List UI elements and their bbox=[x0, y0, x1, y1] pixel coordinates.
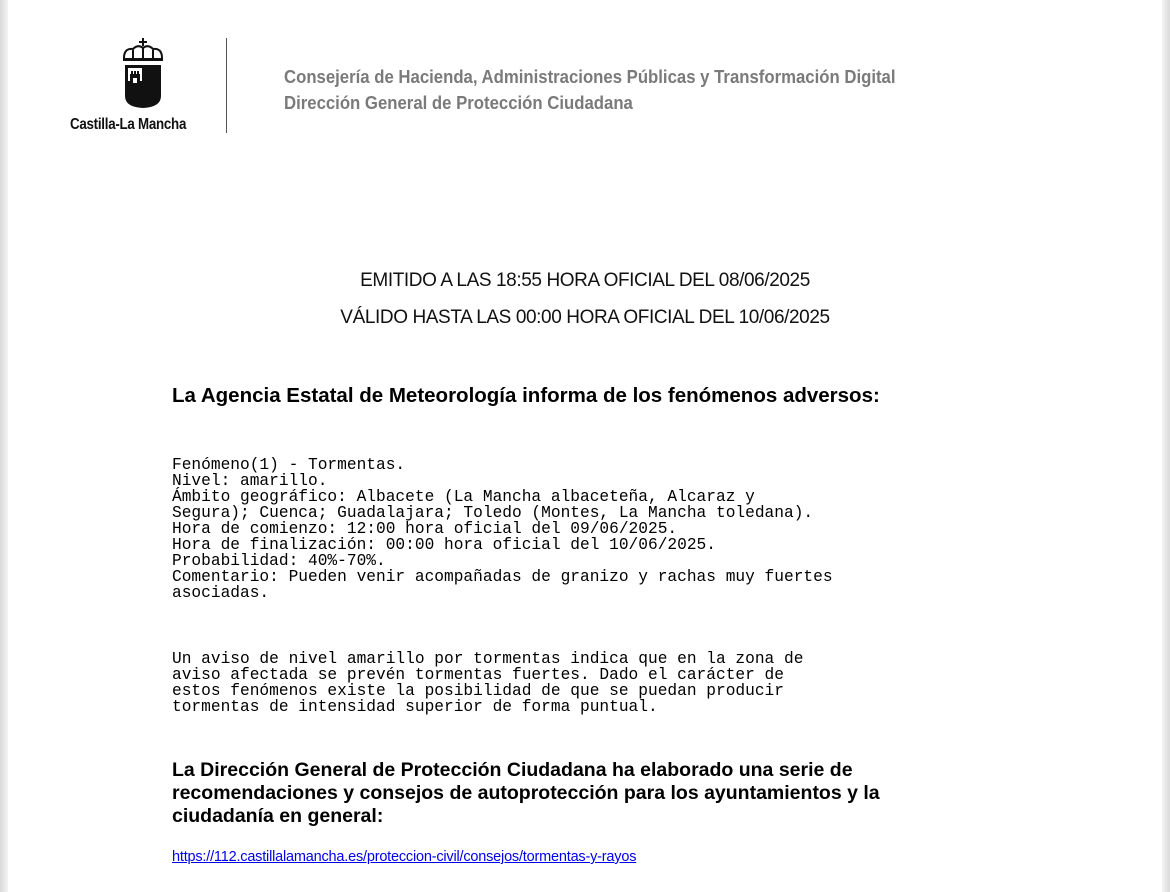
header-organization bbox=[284, 64, 896, 116]
header-divider bbox=[226, 38, 227, 133]
explanation-line: aviso afectada se prevén tormentas fuertes. Dado el carácter de bbox=[172, 666, 784, 684]
detail-line: Segura); Cuenca; Guadalajara; Toledo (Montes, La Mancha toledana). bbox=[172, 504, 814, 522]
explanation-line: tormentas de intensidad superior de forma puntual. bbox=[172, 698, 658, 716]
explanation-line: estos fenómenos existe la posibilidad de que se puedan producir bbox=[172, 682, 784, 700]
detail-line: Ámbito geográfico: Albacete (La Mancha albaceteña, Alcaraz y bbox=[172, 488, 755, 506]
castilla-la-mancha-logo bbox=[64, 36, 224, 136]
page-edge-right bbox=[1162, 0, 1170, 892]
aemet-intro-heading: La Agencia Estatal de Meteorología informa de los fenómenos adversos: bbox=[172, 384, 880, 407]
phenomenon-details bbox=[172, 457, 833, 601]
detail-line: Fenómeno(1) - Tormentas. bbox=[172, 456, 406, 474]
coat-of-arms-icon bbox=[118, 36, 168, 112]
advice-link[interactable]: https://112.castillalamancha.es/proteccion-civil/consejos/tormentas-y-rayos bbox=[172, 849, 637, 865]
detail-line: Nivel: amarillo. bbox=[172, 472, 328, 490]
logo-name: Castilla-La Mancha bbox=[70, 116, 187, 133]
detail-line: Hora de finalización: 00:00 hora oficial del 10/06/2025. bbox=[172, 536, 716, 554]
detail-line: asociadas. bbox=[172, 584, 270, 602]
validity-time: VÁLIDO HASTA LAS 00:00 HORA OFICIAL DEL 10/06/2025 bbox=[340, 307, 830, 328]
emission-time: EMITIDO A LAS 18:55 HORA OFICIAL DEL 08/06/2025 bbox=[360, 270, 810, 291]
warning-explanation bbox=[172, 651, 803, 715]
detail-line: Hora de comienzo: 12:00 hora oficial del 09/06/2025. bbox=[172, 520, 678, 538]
recommendations-heading: La Dirección General de Protección Ciudadana ha elaborado una serie de recomendaciones y consejos de autoprotección para los ayuntamientos y la ciudadanía en general: bbox=[172, 759, 880, 827]
explanation-line: Un aviso de nivel amarillo por tormentas indica que en la zona de bbox=[172, 650, 804, 668]
detail-line: Comentario: Pueden venir acompañadas de granizo y rachas muy fuertes bbox=[172, 568, 833, 586]
page-edge-left bbox=[0, 0, 8, 892]
directorate-name: Dirección General de Protección Ciudadana bbox=[284, 93, 633, 113]
ministry-name: Consejería de Hacienda, Administraciones Públicas y Transformación Digital bbox=[284, 67, 896, 87]
detail-line: Probabilidad: 40%-70%. bbox=[172, 552, 386, 570]
